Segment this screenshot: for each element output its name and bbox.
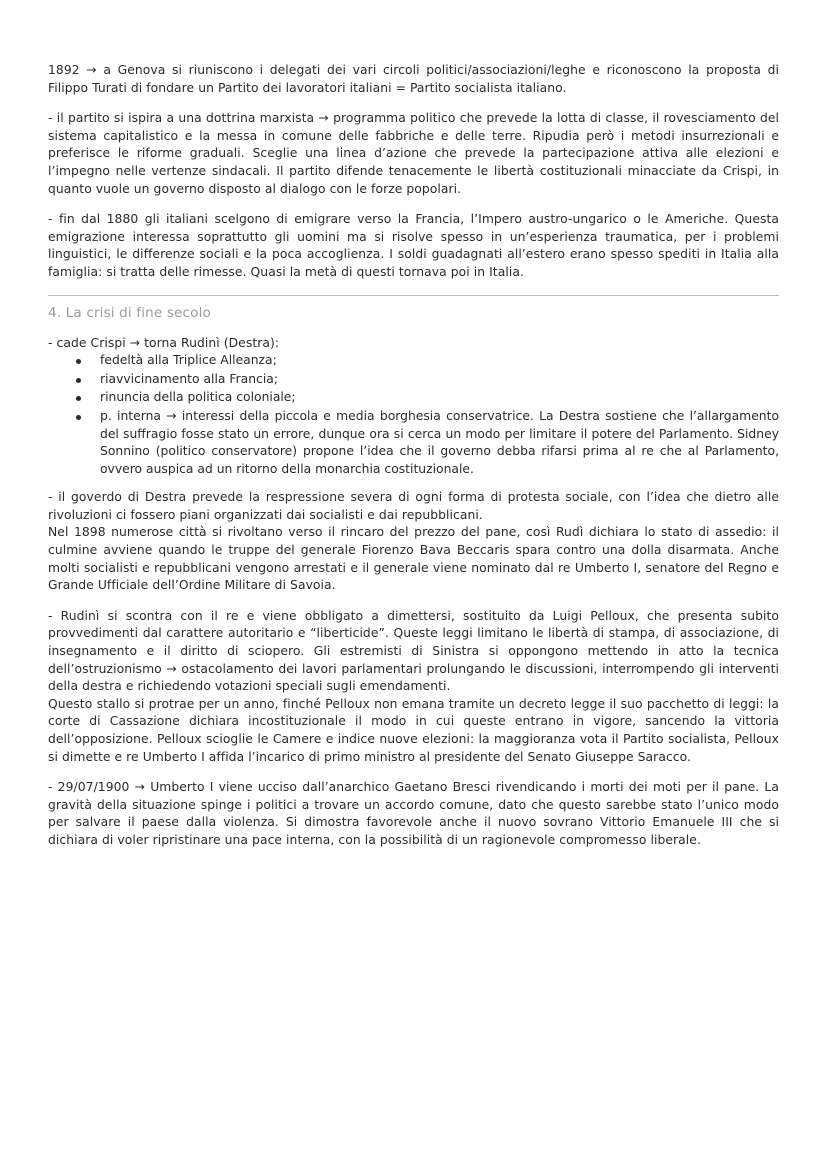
paragraph-socialist-party-program: - il partito si ispira a una dottrina marxista → programma politico che prevede la lotta di classe, il rovesciamento del sistema capitalistico e la messa in comune delle fabbriche e delle terre. Ripudia però i metodi insurrezionali e preferisce le riforme graduali. Sceglie una linea d’azione che prevede la partecipazione attiva alle elezioni e l’impegno nelle vertenze sindacali. Il partito difende tenacemente le libertà costituzionali minacciate da Crispi, in quanto vuole un governo disposto al dialogo con le forze popolari. bbox=[48, 111, 779, 196]
section-divider bbox=[48, 295, 779, 296]
section-heading-crisis: 4. La crisi di fine secolo bbox=[48, 304, 211, 321]
list-item bbox=[48, 408, 779, 478]
list-item-label: riavvicinamento alla Francia; bbox=[100, 371, 278, 386]
paragraph-crispi-falls: - cade Crispi → torna Rudinì (Destra): bbox=[48, 335, 280, 350]
paragraph-pelloux-fall: Questo stallo si protrae per un anno, finché Pelloux non emana tramite un decreto legge il suo pacchetto di leggi: la corte di Cassazione dichiara incostituzionale il modo in cui queste entrano in vigore, sancendo la vittoria dell’opposizione. Pelloux scioglie le Camere e indice nuove elezioni: la maggioranza vota il Partito socialista, Pelloux si dimette e re Umberto I affida l’incarico di primo ministro al presidente del Senato Giuseppe Saracco. bbox=[48, 696, 779, 764]
block-spacer bbox=[48, 478, 779, 489]
bullet-icon bbox=[76, 415, 81, 420]
paragraph-right-repression: - il goverdo di Destra prevede la respressione severa di ogni forma di protesta sociale, con l’idea che dietro alle rivoluzioni ci fossero piani organizzati dai socialisti e dai repubblicani. bbox=[48, 490, 779, 522]
paragraph-pelloux-laws: - Rudinì si scontra con il re e viene obbligato a dimettersi, sostituito da Luigi Pelloux, che presenta subito provvedimenti dal carattere autoritario e “liberticide”. Queste leggi limitano le libertà di stampa, di associazione, di insegnamento e il diritto di sciopero. Gli estremisti di Sinistra si oppongono mettendo in atto la tecnica dell’ostruzionismo → ostacolamento dei lavori parlamentari prolungando le discussioni, interrompendo gli interventi della destra e richiedendo votazioni speciali sugli emendamenti. bbox=[48, 608, 779, 694]
rudini-policy-list bbox=[48, 352, 779, 478]
list-item bbox=[48, 371, 779, 389]
paragraph-emigration: - fin dal 1880 gli italiani scelgono di emigrare verso la Francia, l’Impero austro-ungarico o le Americhe. Questa emigrazione interessa soprattutto gli uomini ma si risolve spesso in un’esperienza traumatica, per i problemi linguistici, le differenze sociali e la poca accoglienza. I soldi guadagnati all’estero erano spesso spediti in Italia alla famiglia: si tratta delle rimesse. Quasi la metà di questi tornava poi in Italia. bbox=[48, 212, 779, 279]
list-item bbox=[48, 352, 779, 370]
paragraph-1898-riots: Nel 1898 numerose città si rivoltano verso il rincaro del prezzo del pane, così Rudì dichiara lo stato di assedio: il culmine avviene quando le truppe del generale Fiorenzo Bava Beccaris spara contro una dolla disarmata. Anche molti socialisti e repubblicani vengono arrestati e il generale viene nominato dal re Umberto I, senatore del Regno e Grande Ufficiale dell’Ordine Militare di Savoia. bbox=[48, 525, 779, 593]
list-item-label: rinuncia della politica coloniale; bbox=[100, 390, 296, 405]
paragraph-umberto-assassination: - 29/07/1900 → Umberto I viene ucciso dall’anarchico Gaetano Bresci rivendicando i morti dei moti per il pane. La gravità della situazione spinge i politici a trovare un accordo comune, dato che questo sarebbe stato l’unico modo per salvare il paese dalla violenza. Si dimostra favorevole anche il nuovo sovrano Vittorio Emanuele III che si dichiara di voler ripristinare una pace interna, con la possibilità di un ragionevole compromesso liberale. bbox=[48, 780, 779, 847]
paragraph-genoa-1892: 1892 → a Genova si riuniscono i delegati dei vari circoli politici/associazioni/leghe e riconoscono la proposta di Filippo Turati di fondare un Partito dei lavoratori italiani = Partito socialista italiano. bbox=[48, 63, 779, 95]
list-item-label: p. interna → interessi della piccola e media borghesia conservatrice. La Destra sostiene che l’allargamento del suffragio fosse stato un errore, dunque ora si cerca un modo per limitare il potere del Parlamento. Sidney Sonnino (politico conservatore) propone l’idea che il governo debba rifarsi prima al re che al Parlamento, ovvero auspica ad un ritorno della monarchia costituzionale. bbox=[100, 408, 779, 476]
list-item-label: fedeltà alla Triplice Alleanza; bbox=[100, 353, 277, 368]
list-item bbox=[48, 389, 779, 407]
bullet-icon bbox=[76, 396, 81, 401]
bullet-icon bbox=[76, 359, 81, 364]
bullet-icon bbox=[76, 378, 81, 383]
document-body bbox=[48, 62, 779, 850]
